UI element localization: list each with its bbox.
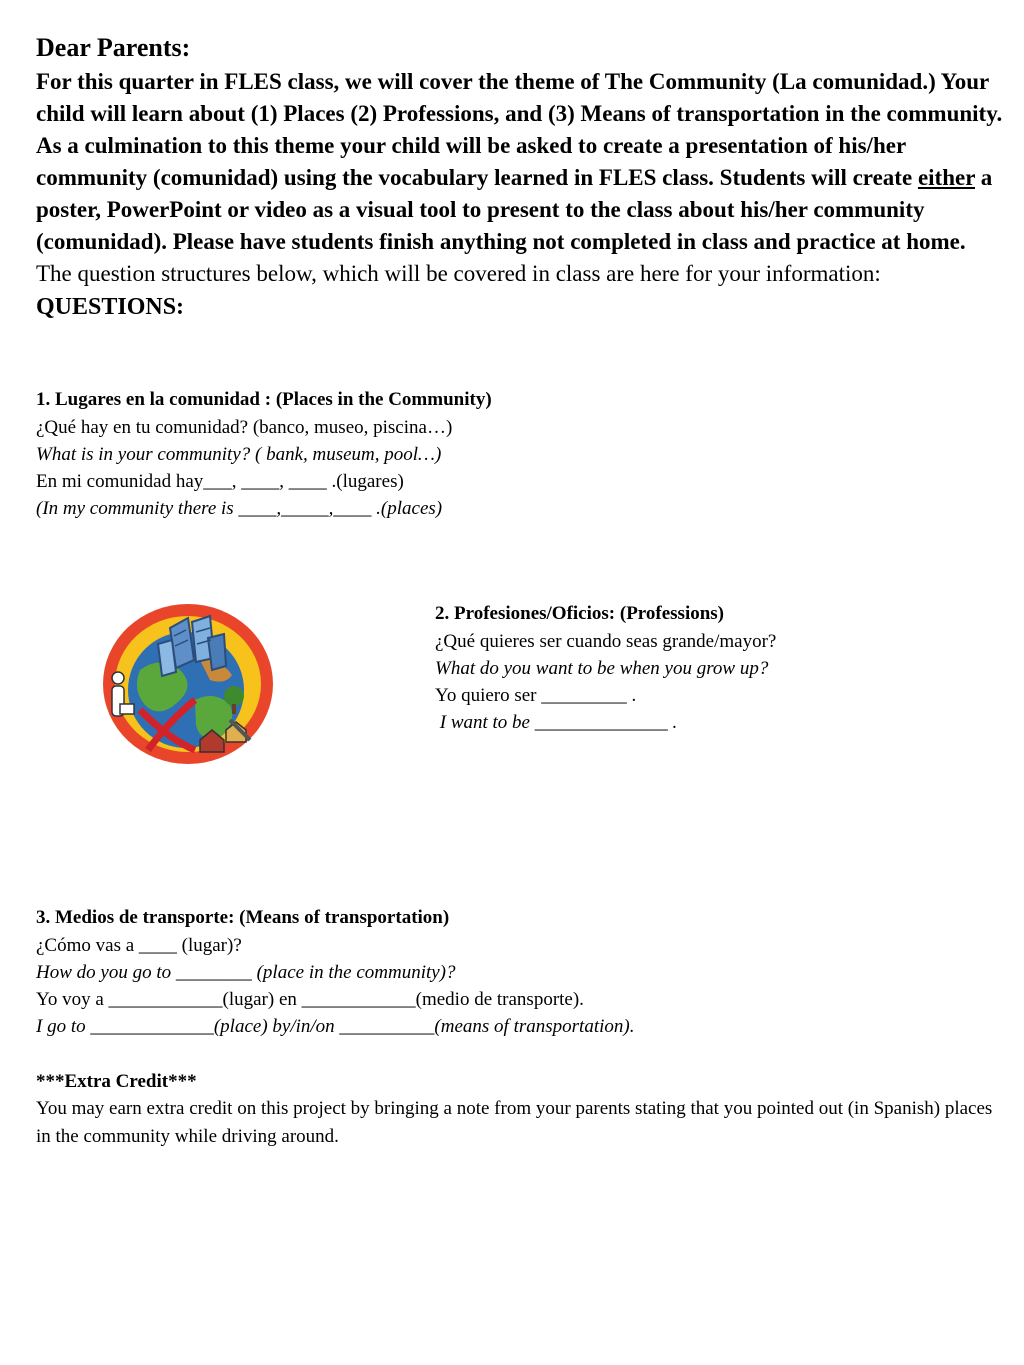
intro-text-start: For this quarter in FLES class, we will cover the theme of The Community (La comunidad.) Your child will learn about (1) Places (2) Professions, and (3) Means of transportation in the community. As a culmination to this theme your child will be asked to create a presentation of his/her community (comunidad) using the vocabulary learned in FLES class. Students will create — [36, 69, 1003, 190]
answer-english: I want to be ______________ . — [435, 712, 678, 733]
greeting: Dear Parents: — [36, 33, 191, 62]
intro-text-end: a poster, PowerPoint or video as a visual tool to present to the class about his/her community (comunidad). Please have students finish anything not completed in class and practice at home. — [36, 165, 993, 254]
question-english: What is in your community? ( bank, museum, pool…) — [36, 444, 442, 465]
intro-underlined-word: either — [917, 165, 975, 190]
community-globe-icon — [100, 600, 276, 766]
section-title: 1. Lugares en la comunidad : (Places in the Community) — [36, 389, 492, 410]
question-spanish: ¿Qué hay en tu comunidad? (banco, museo, piscina…) — [36, 417, 453, 438]
questions-heading: QUESTIONS: — [36, 294, 185, 320]
letter-page — [36, 30, 1008, 1147]
section-title: 3. Medios de transporte: (Means of transportation) — [36, 907, 450, 928]
section-transport — [36, 904, 634, 1040]
answer-spanish: Yo quiero ser _________ . — [435, 685, 637, 706]
question-spanish: ¿Cómo vas a ____ (lugar)? — [36, 935, 242, 956]
intro-paragraph — [36, 66, 1008, 258]
section-title: 2. Profesiones/Oficios: (Professions) — [435, 603, 725, 624]
answer-spanish: Yo voy a ____________(lugar) en ____________(medio de transporte). — [36, 989, 584, 1010]
info-paragraph: The question structures below, which will be covered in class are here for your information: — [36, 261, 881, 286]
answer-spanish: En mi comunidad hay___, ____, ____ .(lugares) — [36, 471, 404, 492]
section-places — [36, 386, 492, 522]
question-spanish: ¿Qué quieres ser cuando seas grande/mayor? — [435, 631, 777, 652]
section-professions — [435, 600, 776, 736]
answer-english: I go to _____________(place) by/in/on __________(means of transportation). — [36, 1016, 635, 1037]
extra-credit-title: ***Extra Credit*** — [36, 1071, 197, 1092]
answer-english: (In my community there is ____,_____,____ .(places) — [36, 498, 443, 519]
extra-credit — [36, 1069, 1008, 1151]
question-english: What do you want to be when you grow up? — [435, 658, 769, 679]
extra-credit-body: You may earn extra credit on this project by bringing a note from your parents stating that you pointed out (in Spanish) places in the community while driving around. — [36, 1098, 993, 1147]
question-english: How do you go to ________ (place in the community)? — [36, 962, 456, 983]
